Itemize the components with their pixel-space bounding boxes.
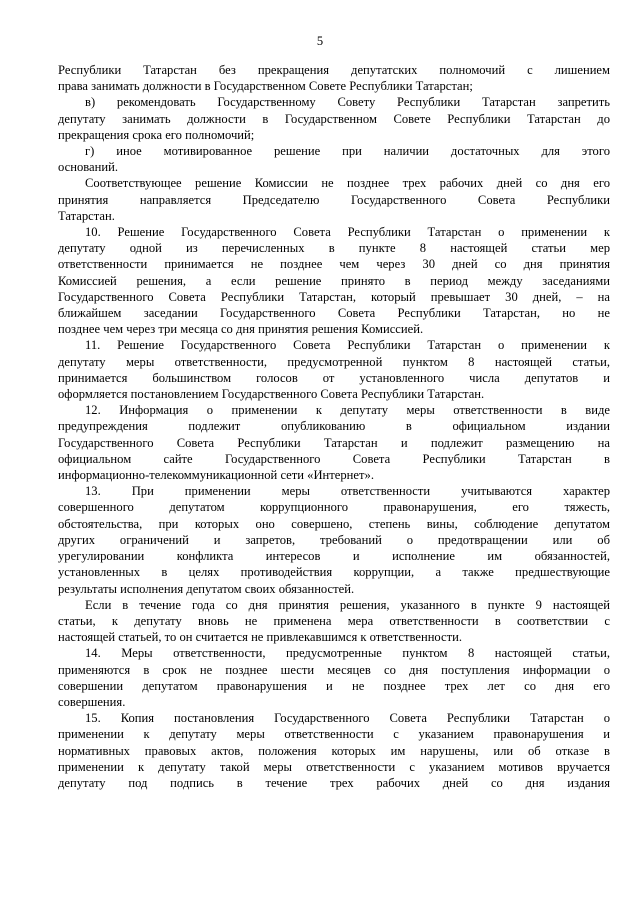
text-line: настоящей статьей, то он считается не привлекавшимся к ответственности. bbox=[58, 630, 463, 645]
text-line: Государственного Совета Республики Татарстан и подлежит размещению на bbox=[58, 435, 610, 450]
text-line: права занимать должности в Государственном Совете Республики Татарстан; bbox=[58, 79, 473, 94]
text-line: ближайшем заседании Государственного Совета Республики Татарстан, но не bbox=[58, 306, 610, 321]
paragraph-p15 bbox=[58, 710, 610, 791]
paragraph-p11 bbox=[58, 337, 610, 402]
text-line: депутату меры ответственности, предусмотренной пунктом 8 настоящей статьи, bbox=[58, 354, 610, 369]
text-line: Соответствующее решение Комиссии не позднее трех рабочих дней со дня его bbox=[85, 176, 610, 191]
text-line: других ограничений и запретов, требований о предотвращении или об bbox=[58, 532, 610, 547]
text-line: 12. Информация о применении к депутату меры ответственности в виде bbox=[85, 403, 610, 418]
text-line: предупреждения подлежит опубликованию в официальном издании bbox=[58, 419, 610, 434]
text-line: 13. При применении меры ответственности учитываются характер bbox=[85, 484, 610, 499]
paragraph-item-g bbox=[58, 143, 610, 175]
text-line: 15. Копия постановления Государственного Совета Республики Татарстан о bbox=[85, 711, 610, 726]
text-line: ответственности принимается не позднее чем через 30 дней со дня принятия bbox=[58, 257, 610, 272]
paragraph-continuation bbox=[58, 62, 610, 94]
text-line: официальном сайте Государственного Совета Республики Татарстан в bbox=[58, 451, 610, 466]
text-line: информационно-телекоммуникационной сети «Интернет». bbox=[58, 468, 374, 483]
text-line: результаты исполнения депутатом своих обязанностей. bbox=[58, 581, 355, 596]
paragraph-p10 bbox=[58, 224, 610, 337]
document-body bbox=[58, 62, 610, 791]
text-line: совершения. bbox=[58, 694, 126, 709]
text-line: депутату под подпись в течение трех рабочих дней со дня издания bbox=[58, 775, 610, 790]
text-line: оформляется постановлением Государственного Совета Республики Татарстан. bbox=[58, 387, 485, 402]
text-line: обстоятельства, при которых оно совершено, степень вины, соблюдение депутатом bbox=[58, 516, 610, 531]
paragraph-p13 bbox=[58, 483, 610, 596]
text-line: Комиссией решения, а если решение принято в период между заседаниями bbox=[58, 273, 610, 288]
text-line: оснований. bbox=[58, 160, 118, 175]
text-line: Государственного Совета Республики Татарстан, который превышает 30 дней, – на bbox=[58, 289, 610, 304]
paragraph-p14 bbox=[58, 645, 610, 710]
paragraph-p12 bbox=[58, 402, 610, 483]
page-number: 5 bbox=[316, 34, 324, 48]
text-line: г) иное мотивированное решение при наличии достаточных для этого bbox=[85, 144, 610, 159]
text-line: нормативных правовых актов, положения которых им нарушены, или об отказе в bbox=[58, 743, 610, 758]
text-line: применяются в срок не позднее шести месяцев со дня поступления информации о bbox=[58, 662, 610, 677]
text-line: в) рекомендовать Государственному Совету Республики Татарстан запретить bbox=[85, 95, 610, 110]
text-line: депутату занимать должности в Государственном Совете Республики Татарстан до bbox=[58, 111, 610, 126]
text-line: прекращения срока его полномочий; bbox=[58, 127, 255, 142]
text-line: принятия направляется Председателю Государственного Совета Республики bbox=[58, 192, 610, 207]
text-line: применении к депутату меры ответственности с указанием правонарушения и bbox=[58, 727, 610, 742]
text-line: 11. Решение Государственного Совета Республики Татарстан о применении к bbox=[85, 338, 610, 353]
paragraph-repeat-clause bbox=[58, 597, 610, 646]
text-line: Татарстан. bbox=[58, 208, 115, 223]
text-line: установленных в целях противодействия коррупции, а также предшествующие bbox=[58, 565, 610, 580]
text-line: позднее чем через три месяца со дня принятия решения Комиссией. bbox=[58, 322, 424, 337]
text-line: 14. Меры ответственности, предусмотренные пунктом 8 настоящей статьи, bbox=[85, 646, 610, 661]
text-line: совершении депутатом правонарушения и не позднее трех лет со дня его bbox=[58, 678, 610, 693]
text-line: Республики Татарстан без прекращения депутатских полномочий с лишением bbox=[58, 63, 610, 77]
paragraph-item-v bbox=[58, 94, 610, 143]
text-line: применении к депутату такой меры ответственности с указанием мотивов вручается bbox=[58, 759, 610, 774]
text-line: 10. Решение Государственного Совета Республики Татарстан о применении к bbox=[85, 225, 610, 240]
text-line: совершенного депутатом коррупционного правонарушения, его тяжесть, bbox=[58, 500, 610, 515]
text-line: урегулировании конфликта интересов и исполнение им обязанностей, bbox=[58, 549, 610, 564]
text-line: статьи, к депутату вновь не применена мера ответственности в соответствии с bbox=[58, 613, 610, 628]
paragraph-commission-decision bbox=[58, 175, 610, 224]
text-line: принимается большинством голосов от установленного числа депутатов и bbox=[58, 370, 610, 385]
text-line: Если в течение года со дня принятия решения, указанного в пункте 9 настоящей bbox=[85, 597, 610, 612]
text-line: депутату одной из перечисленных в пункте 8 настоящей статьи мер bbox=[58, 241, 610, 256]
